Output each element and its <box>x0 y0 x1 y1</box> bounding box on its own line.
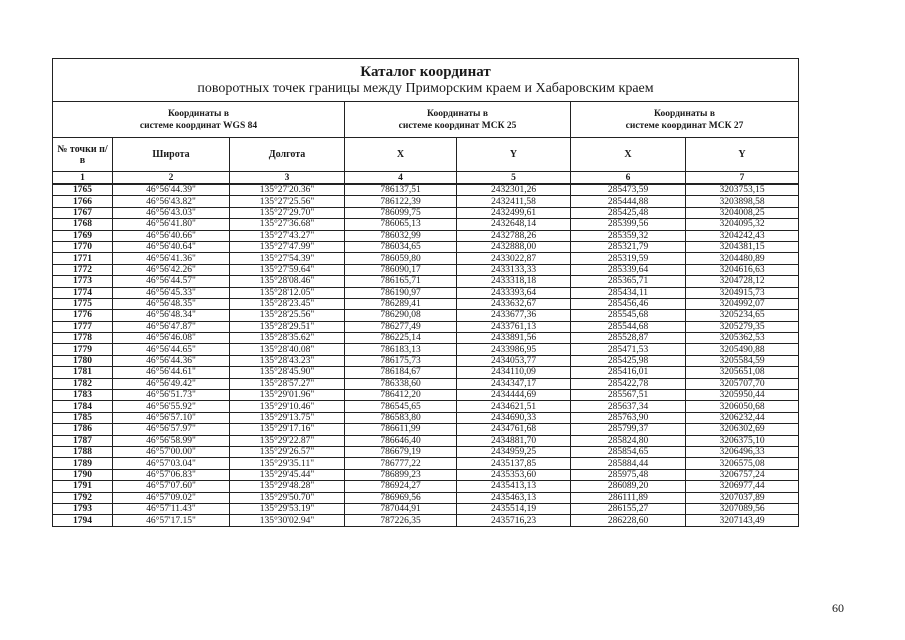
table-row <box>53 481 799 492</box>
point-number-cell: 1768 <box>53 219 113 230</box>
column-number: 5 <box>457 172 571 185</box>
latitude-cell: 46°56'40.64" <box>113 241 230 252</box>
msk25-x-cell: 786175,73 <box>345 355 457 366</box>
group-header-line: системе координат МСК 27 <box>625 120 744 131</box>
longitude-cell: 135°28'12.05" <box>230 287 345 298</box>
group-header-wgs84 <box>53 102 345 138</box>
table-row <box>53 219 799 230</box>
longitude-cell: 135°29'13.75" <box>230 412 345 423</box>
table-row <box>53 355 799 366</box>
latitude-cell: 46°56'44.36" <box>113 355 230 366</box>
msk27-x-cell: 285416,01 <box>571 367 686 378</box>
msk27-y-cell: 3205362,53 <box>686 333 799 344</box>
table-row <box>53 344 799 355</box>
msk27-x-cell: 285422,78 <box>571 378 686 389</box>
point-number-cell: 1777 <box>53 321 113 332</box>
table-title-cell <box>53 59 799 102</box>
longitude-cell: 135°28'57.27" <box>230 378 345 389</box>
table-row <box>53 253 799 264</box>
longitude-cell: 135°30'02.94" <box>230 515 345 526</box>
point-number-cell: 1786 <box>53 424 113 435</box>
column-number: 4 <box>345 172 457 185</box>
msk25-x-cell: 786777,22 <box>345 458 457 469</box>
msk25-y-cell: 2432888,00 <box>457 241 571 252</box>
point-number-cell: 1766 <box>53 196 113 207</box>
longitude-cell: 135°29'45.44" <box>230 469 345 480</box>
column-header-msk25-y: Y <box>457 138 571 172</box>
msk27-x-cell: 285824,80 <box>571 435 686 446</box>
longitude-cell: 135°29'22.87" <box>230 435 345 446</box>
point-number-cell: 1774 <box>53 287 113 298</box>
msk25-x-cell: 786289,41 <box>345 298 457 309</box>
msk25-x-cell: 786034,65 <box>345 241 457 252</box>
point-number-cell: 1772 <box>53 264 113 275</box>
msk27-y-cell: 3204915,73 <box>686 287 799 298</box>
column-number: 7 <box>686 172 799 185</box>
point-number-cell: 1789 <box>53 458 113 469</box>
msk25-x-cell: 786412,20 <box>345 390 457 401</box>
msk27-y-cell: 3204728,12 <box>686 276 799 287</box>
point-number-cell: 1773 <box>53 276 113 287</box>
msk25-x-cell: 786183,13 <box>345 344 457 355</box>
msk25-y-cell: 2434110,09 <box>457 367 571 378</box>
point-number-cell: 1793 <box>53 503 113 514</box>
latitude-cell: 46°56'51.73" <box>113 390 230 401</box>
point-number-cell: 1776 <box>53 310 113 321</box>
msk27-y-cell: 3203898,58 <box>686 196 799 207</box>
msk25-x-cell: 786137,51 <box>345 184 457 196</box>
msk25-x-cell: 786099,75 <box>345 207 457 218</box>
column-number: 1 <box>53 172 113 185</box>
msk27-y-cell: 3204095,32 <box>686 219 799 230</box>
table-row <box>53 390 799 401</box>
msk27-y-cell: 3205490,88 <box>686 344 799 355</box>
msk25-y-cell: 2433677,36 <box>457 310 571 321</box>
table-row <box>53 321 799 332</box>
latitude-cell: 46°57'09.02" <box>113 492 230 503</box>
msk27-x-cell: 285365,71 <box>571 276 686 287</box>
msk27-y-cell: 3207143,49 <box>686 515 799 526</box>
longitude-cell: 135°27'20.36" <box>230 184 345 196</box>
longitude-cell: 135°28'45.90" <box>230 367 345 378</box>
point-number-cell: 1785 <box>53 412 113 423</box>
latitude-cell: 46°56'45.33" <box>113 287 230 298</box>
longitude-cell: 135°29'17.16" <box>230 424 345 435</box>
msk25-y-cell: 2432411,58 <box>457 196 571 207</box>
msk25-y-cell: 2432648,14 <box>457 219 571 230</box>
table-row <box>53 264 799 275</box>
point-number-cell: 1778 <box>53 333 113 344</box>
msk27-x-cell: 286089,20 <box>571 481 686 492</box>
latitude-cell: 46°56'41.36" <box>113 253 230 264</box>
msk27-x-cell: 285544,68 <box>571 321 686 332</box>
msk27-x-cell: 285545,68 <box>571 310 686 321</box>
msk25-x-cell: 786679,19 <box>345 446 457 457</box>
point-number-cell: 1780 <box>53 355 113 366</box>
latitude-cell: 46°56'49.42" <box>113 378 230 389</box>
point-number-cell: 1791 <box>53 481 113 492</box>
msk25-x-cell: 786090,17 <box>345 264 457 275</box>
msk25-y-cell: 2433393,64 <box>457 287 571 298</box>
longitude-cell: 135°28'25.56" <box>230 310 345 321</box>
msk27-x-cell: 285473,59 <box>571 184 686 196</box>
msk25-x-cell: 786646,40 <box>345 435 457 446</box>
table-row <box>53 230 799 241</box>
msk25-y-cell: 2433891,56 <box>457 333 571 344</box>
longitude-cell: 135°29'50.70" <box>230 492 345 503</box>
group-header-line: системе координат WGS 84 <box>139 120 258 131</box>
msk25-x-cell: 786225,14 <box>345 333 457 344</box>
msk27-x-cell: 285321,79 <box>571 241 686 252</box>
point-number-cell: 1792 <box>53 492 113 503</box>
msk25-x-cell: 786899,23 <box>345 469 457 480</box>
column-number-row <box>53 172 799 185</box>
msk25-x-cell: 786190,97 <box>345 287 457 298</box>
table-row <box>53 424 799 435</box>
msk27-y-cell: 3206232,44 <box>686 412 799 423</box>
longitude-cell: 135°27'25.56" <box>230 196 345 207</box>
column-header-point: № точки п/в <box>53 138 113 172</box>
msk25-x-cell: 786032,99 <box>345 230 457 241</box>
point-number-cell: 1784 <box>53 401 113 412</box>
msk27-y-cell: 3207037,89 <box>686 492 799 503</box>
table-title-row <box>53 59 799 102</box>
msk25-y-cell: 2433761,13 <box>457 321 571 332</box>
msk27-y-cell: 3203753,15 <box>686 184 799 196</box>
msk25-x-cell: 786338,60 <box>345 378 457 389</box>
msk27-y-cell: 3206757,24 <box>686 469 799 480</box>
msk27-x-cell: 285975,48 <box>571 469 686 480</box>
msk25-y-cell: 2433133,33 <box>457 264 571 275</box>
msk27-y-cell: 3206977,44 <box>686 481 799 492</box>
msk25-x-cell: 786122,39 <box>345 196 457 207</box>
msk25-y-cell: 2434347,17 <box>457 378 571 389</box>
msk25-x-cell: 786583,80 <box>345 412 457 423</box>
table-row <box>53 503 799 514</box>
point-number-cell: 1767 <box>53 207 113 218</box>
table-row <box>53 298 799 309</box>
longitude-cell: 135°27'36.68" <box>230 219 345 230</box>
msk27-y-cell: 3204242,43 <box>686 230 799 241</box>
msk25-y-cell: 2434621,51 <box>457 401 571 412</box>
table-row <box>53 310 799 321</box>
msk25-x-cell: 786611,99 <box>345 424 457 435</box>
msk27-y-cell: 3204992,07 <box>686 298 799 309</box>
latitude-cell: 46°56'40.66" <box>113 230 230 241</box>
msk27-y-cell: 3204616,63 <box>686 264 799 275</box>
group-header-line: системе координат МСК 25 <box>398 120 517 131</box>
column-number: 2 <box>113 172 230 185</box>
msk25-y-cell: 2433318,18 <box>457 276 571 287</box>
msk25-y-cell: 2432788,26 <box>457 230 571 241</box>
coordinate-system-header-row <box>53 102 799 138</box>
msk27-y-cell: 3207089,56 <box>686 503 799 514</box>
msk25-y-cell: 2435413,13 <box>457 481 571 492</box>
group-header-msk27 <box>571 102 799 138</box>
msk27-x-cell: 285799,37 <box>571 424 686 435</box>
msk27-y-cell: 3205234,65 <box>686 310 799 321</box>
msk27-y-cell: 3204381,15 <box>686 241 799 252</box>
msk25-y-cell: 2432499,61 <box>457 207 571 218</box>
msk27-y-cell: 3205651,08 <box>686 367 799 378</box>
msk27-y-cell: 3206496,33 <box>686 446 799 457</box>
latitude-cell: 46°56'42.26" <box>113 264 230 275</box>
page-number: 60 <box>832 601 844 615</box>
group-header-line: Координаты в <box>168 108 229 119</box>
msk25-x-cell: 786184,67 <box>345 367 457 378</box>
msk27-y-cell: 3206050,68 <box>686 401 799 412</box>
msk27-x-cell: 286228,60 <box>571 515 686 526</box>
msk27-x-cell: 285567,51 <box>571 390 686 401</box>
msk25-y-cell: 2432301,26 <box>457 184 571 196</box>
latitude-cell: 46°57'07.60" <box>113 481 230 492</box>
table-row <box>53 492 799 503</box>
msk27-x-cell: 285637,34 <box>571 401 686 412</box>
point-number-cell: 1765 <box>53 184 113 196</box>
msk27-x-cell: 285399,56 <box>571 219 686 230</box>
msk27-y-cell: 3206302,69 <box>686 424 799 435</box>
msk27-y-cell: 3205950,44 <box>686 390 799 401</box>
point-number-cell: 1770 <box>53 241 113 252</box>
point-number-cell: 1769 <box>53 230 113 241</box>
msk25-x-cell: 786065,13 <box>345 219 457 230</box>
msk27-x-cell: 285339,64 <box>571 264 686 275</box>
latitude-cell: 46°57'06.83" <box>113 469 230 480</box>
column-number: 3 <box>230 172 345 185</box>
table-row <box>53 446 799 457</box>
msk25-y-cell: 2434959,25 <box>457 446 571 457</box>
latitude-cell: 46°57'00.00" <box>113 446 230 457</box>
point-number-cell: 1783 <box>53 390 113 401</box>
msk27-x-cell: 285425,48 <box>571 207 686 218</box>
latitude-cell: 46°56'58.99" <box>113 435 230 446</box>
msk27-y-cell: 3205584,59 <box>686 355 799 366</box>
latitude-cell: 46°56'57.97" <box>113 424 230 435</box>
longitude-cell: 135°27'54.39" <box>230 253 345 264</box>
latitude-cell: 46°56'57.10" <box>113 412 230 423</box>
longitude-cell: 135°27'43.27" <box>230 230 345 241</box>
latitude-cell: 46°56'43.03" <box>113 207 230 218</box>
latitude-cell: 46°56'41.80" <box>113 219 230 230</box>
group-header-line: Координаты в <box>654 108 715 119</box>
msk25-x-cell: 786277,49 <box>345 321 457 332</box>
longitude-cell: 135°28'43.23" <box>230 355 345 366</box>
table-row <box>53 412 799 423</box>
longitude-cell: 135°29'01.96" <box>230 390 345 401</box>
msk27-y-cell: 3206375,10 <box>686 435 799 446</box>
msk25-x-cell: 786924,27 <box>345 481 457 492</box>
latitude-cell: 46°57'11.43" <box>113 503 230 514</box>
msk25-x-cell: 786290,08 <box>345 310 457 321</box>
msk25-x-cell: 787044,91 <box>345 503 457 514</box>
msk25-x-cell: 786059,80 <box>345 253 457 264</box>
longitude-cell: 135°29'10.46" <box>230 401 345 412</box>
msk27-x-cell: 285528,87 <box>571 333 686 344</box>
msk25-y-cell: 2433022,87 <box>457 253 571 264</box>
column-header-longitude: Долгота <box>230 138 345 172</box>
longitude-cell: 135°29'48.28" <box>230 481 345 492</box>
latitude-cell: 46°56'48.35" <box>113 298 230 309</box>
point-number-cell: 1775 <box>53 298 113 309</box>
latitude-cell: 46°56'44.57" <box>113 276 230 287</box>
msk27-x-cell: 285444,88 <box>571 196 686 207</box>
msk25-y-cell: 2434690,33 <box>457 412 571 423</box>
longitude-cell: 135°29'35.11" <box>230 458 345 469</box>
msk27-x-cell: 285359,32 <box>571 230 686 241</box>
column-header-msk25-x: X <box>345 138 457 172</box>
latitude-cell: 46°56'48.34" <box>113 310 230 321</box>
msk27-y-cell: 3205279,35 <box>686 321 799 332</box>
longitude-cell: 135°27'59.64" <box>230 264 345 275</box>
group-header-msk25 <box>345 102 571 138</box>
table-row <box>53 367 799 378</box>
point-number-cell: 1794 <box>53 515 113 526</box>
longitude-cell: 135°29'26.57" <box>230 446 345 457</box>
column-header-msk27-y: Y <box>686 138 799 172</box>
msk25-x-cell: 786545,65 <box>345 401 457 412</box>
msk27-y-cell: 3205707,70 <box>686 378 799 389</box>
point-number-cell: 1787 <box>53 435 113 446</box>
longitude-cell: 135°28'23.45" <box>230 298 345 309</box>
table-row <box>53 469 799 480</box>
msk27-x-cell: 286111,89 <box>571 492 686 503</box>
table-row <box>53 378 799 389</box>
msk25-y-cell: 2435514,19 <box>457 503 571 514</box>
point-number-cell: 1771 <box>53 253 113 264</box>
point-number-cell: 1788 <box>53 446 113 457</box>
point-number-cell: 1782 <box>53 378 113 389</box>
msk27-x-cell: 285884,44 <box>571 458 686 469</box>
latitude-cell: 46°56'44.61" <box>113 367 230 378</box>
point-number-cell: 1779 <box>53 344 113 355</box>
longitude-cell: 135°27'47.99" <box>230 241 345 252</box>
column-number: 6 <box>571 172 686 185</box>
longitude-cell: 135°29'53.19" <box>230 503 345 514</box>
msk25-x-cell: 786969,56 <box>345 492 457 503</box>
latitude-cell: 46°56'47.87" <box>113 321 230 332</box>
msk27-y-cell: 3204480,89 <box>686 253 799 264</box>
msk25-y-cell: 2435463,13 <box>457 492 571 503</box>
msk27-x-cell: 285471,53 <box>571 344 686 355</box>
table-row <box>53 184 799 196</box>
msk25-y-cell: 2435137,85 <box>457 458 571 469</box>
latitude-cell: 46°56'46.08" <box>113 333 230 344</box>
msk27-x-cell: 285854,65 <box>571 446 686 457</box>
longitude-cell: 135°28'29.51" <box>230 321 345 332</box>
table-row <box>53 276 799 287</box>
table-row <box>53 207 799 218</box>
table-row <box>53 196 799 207</box>
table-row <box>53 333 799 344</box>
msk27-x-cell: 285434,11 <box>571 287 686 298</box>
msk25-x-cell: 787226,35 <box>345 515 457 526</box>
catalog-subtitle: поворотных точек границы между Приморским краем и Хабаровским краем <box>197 80 654 96</box>
table-row <box>53 287 799 298</box>
latitude-cell: 46°56'44.65" <box>113 344 230 355</box>
coordinate-catalog-table <box>52 58 799 527</box>
table-row <box>53 241 799 252</box>
msk25-y-cell: 2434881,70 <box>457 435 571 446</box>
latitude-cell: 46°56'55.92" <box>113 401 230 412</box>
msk25-y-cell: 2435716,23 <box>457 515 571 526</box>
msk25-y-cell: 2433632,67 <box>457 298 571 309</box>
column-header-row <box>53 138 799 172</box>
column-header-msk27-x: X <box>571 138 686 172</box>
msk27-x-cell: 285319,59 <box>571 253 686 264</box>
table-row <box>53 515 799 526</box>
longitude-cell: 135°27'29.70" <box>230 207 345 218</box>
catalog-title: Каталог координат <box>360 63 491 80</box>
msk25-x-cell: 786165,71 <box>345 276 457 287</box>
msk27-x-cell: 285456,46 <box>571 298 686 309</box>
latitude-cell: 46°57'03.04" <box>113 458 230 469</box>
latitude-cell: 46°57'17.15" <box>113 515 230 526</box>
latitude-cell: 46°56'44.39" <box>113 184 230 196</box>
table-row <box>53 435 799 446</box>
msk25-y-cell: 2434444,69 <box>457 390 571 401</box>
msk27-y-cell: 3204008,25 <box>686 207 799 218</box>
latitude-cell: 46°56'43.82" <box>113 196 230 207</box>
table-row <box>53 458 799 469</box>
point-number-cell: 1781 <box>53 367 113 378</box>
msk25-y-cell: 2434761,68 <box>457 424 571 435</box>
msk27-x-cell: 285425,98 <box>571 355 686 366</box>
msk25-y-cell: 2433986,95 <box>457 344 571 355</box>
msk25-y-cell: 2434053,77 <box>457 355 571 366</box>
group-header-line: Координаты в <box>427 108 488 119</box>
msk25-y-cell: 2435353,60 <box>457 469 571 480</box>
msk27-x-cell: 286155,27 <box>571 503 686 514</box>
longitude-cell: 135°28'40.08" <box>230 344 345 355</box>
msk27-y-cell: 3206575,08 <box>686 458 799 469</box>
point-number-cell: 1790 <box>53 469 113 480</box>
table-row <box>53 401 799 412</box>
column-header-latitude: Широта <box>113 138 230 172</box>
msk27-x-cell: 285763,90 <box>571 412 686 423</box>
longitude-cell: 135°28'35.62" <box>230 333 345 344</box>
longitude-cell: 135°28'08.46" <box>230 276 345 287</box>
